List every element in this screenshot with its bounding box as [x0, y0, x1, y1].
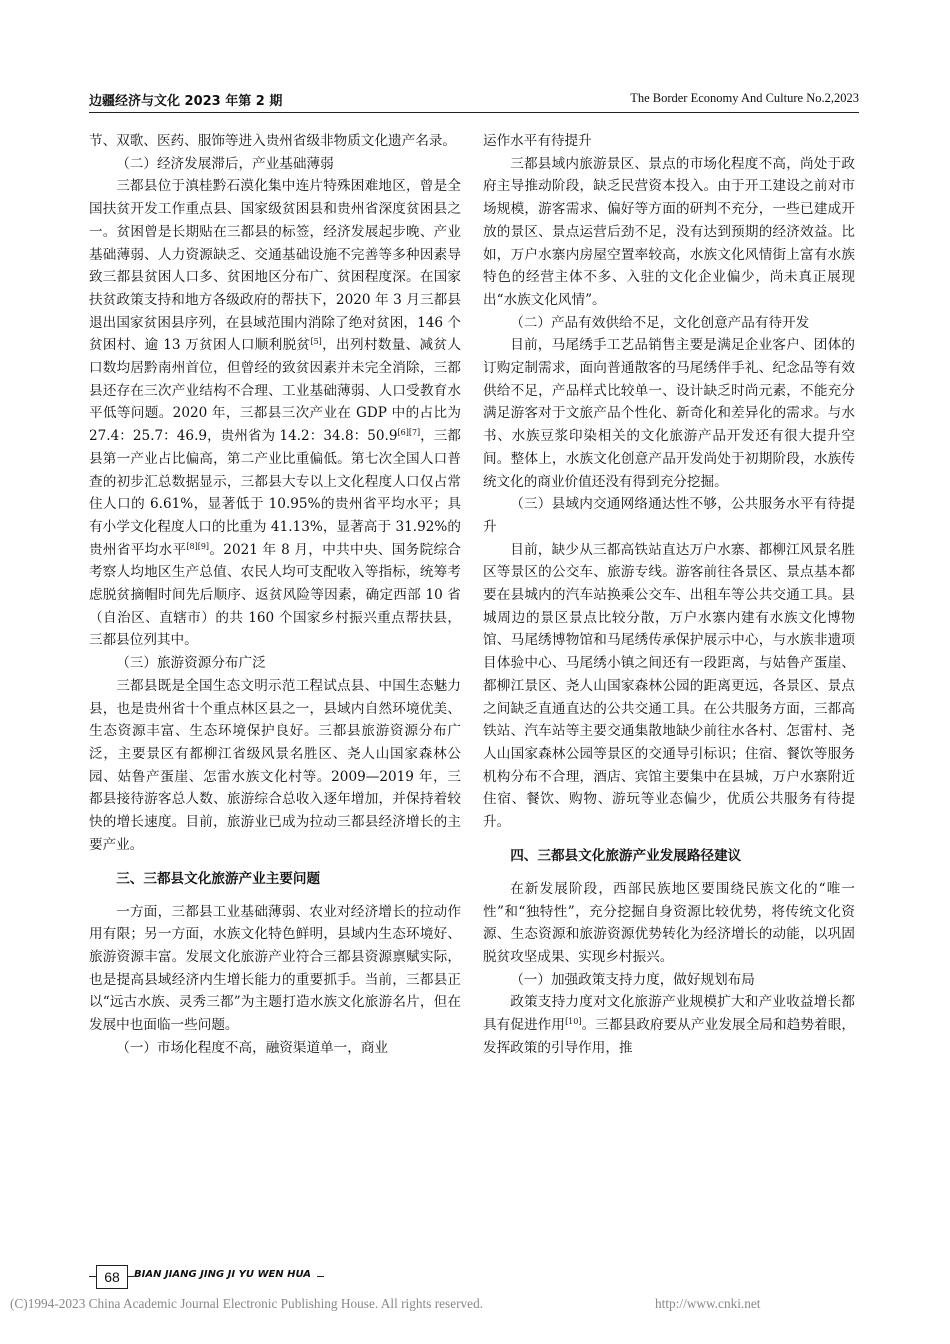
text-run: 三都县位于滇桂黔石漠化集中连片特殊困难地区，曾是全国扶贫开发工作重点县、国家级贫困县和贵州省深度贫困县之一。贫困曾是长期贴在三都县的标签，经济发展起步晚、产业基础薄弱、人力资源缺乏、交通基础设施不完善等多种因素导致三都县贫困人口多、贫困地区分布广、贫困程度深。在国家扶贫政策支持和地方各级政府的帮扶下，2020 年 3 月三都县退出国家贫困县序列，在县域范围内消除了绝对贫困，146 个贫困村、逾 13 万贫困人口顺利脱贫 — [89, 178, 461, 354]
paragraph: 目前，马尾绣手工艺品销售主要是满足企业客户、团体的订购定制需求，面向普通散客的马尾绣伴手礼、纪念品等有效供给不足，产品样式比较单一、设计缺乏时尚元素，不能充分满足游客对于文旅产品个性化、新奇化和差异化的需求。与水书、水族豆浆印染相关的文化旅游产品开发还有很大提升空间。整体上，水族文化创意产品开发尚处于初期阶段，水族传统文化的商业价值还没有得到充分挖掘。 — [483, 337, 855, 490]
copyright-line — [10, 1296, 761, 1312]
journal-pinyin-title: BIAN JIANG JING JI YU WEN HUA — [134, 1269, 317, 1280]
paragraph — [483, 991, 855, 1059]
subsection-heading: （一）加强政策支持力度，做好规划布局 — [510, 971, 755, 988]
paragraph: 节、双歌、医药、服饰等进入贵州省级非物质文化遗产名录。 — [89, 133, 457, 149]
text-run: ，三都县第一产业占比偏高，第二产业比重偏低。第七次全国人口普查的初步汇总数据显示，三都县大专以上文化程度人口仅占常住人口的 6.61%，显著低于 10.95%的贵州省平均水平；具有小学文化程度人口的比重为 41.13%，显著高于 31.92%的贵州省平均水平 — [89, 428, 461, 558]
journal-title-issue: 边疆经济与文化 2023 年第 2 期 — [89, 94, 283, 109]
text-run: 。三都县政府要从产业发展全局和趋势着眼，发挥政策的引导作用，推 — [483, 1017, 856, 1056]
paragraph: 在新发展阶段，西部民族地区要围绕民族文化的“唯一性”和“独特性”，充分挖掘自身资源比较优势，将传统文化资源、生态资源和旅游资源优势转化为经济增长的动能，以巩固脱贫攻坚成果、实现乡村振兴。 — [483, 880, 855, 965]
journal-title-english: The Border Economy And Culture No.2,2023 — [630, 91, 859, 105]
subsection-heading: （三）旅游资源分布广泛 — [116, 655, 266, 672]
citation-ref: [8][9] — [186, 541, 210, 551]
subsection-heading: （二）经济发展滞后，产业基础薄弱 — [116, 155, 334, 172]
copyright-text: (C)1994-2023 China Academic Journal Electronic Publishing House. All rights reserved. — [10, 1296, 484, 1311]
paragraph — [89, 175, 461, 652]
citation-ref: [6][7] — [397, 428, 421, 438]
citation-ref: [5] — [310, 337, 322, 347]
text-run: ，出列村数量、减贫人口数均居黔南州首位，但曾经的致贫因素并未完全消除，三都县还存在三次产业结构不合理、工业基础薄弱、人口受教育水平低等问题。2020 年，三都县三次产业在 GDP 中的占比为 27.4：25.7：46.9，贵州省为 14.2：34.8：50.9 — [89, 337, 461, 445]
cnki-url[interactable]: http://www.cnki.net — [655, 1296, 761, 1311]
paragraph: 目前，缺少从三都高铁站直达万户水寨、都柳江风景名胜区等景区的公交车、旅游专线。游客前往各景区、景点基本都要在县城内的汽车站换乘公交车、出租车等公共交通工具。县城周边的景区景点比较分散，万户水寨内建有水族文化博物馆、马尾绣博物馆和马尾绣传承保护展示中心，与水族非遗项目体验中心、马尾绣小镇之间还有一段距离，与姑鲁产蛋崖、都柳江景区、尧人山国家森林公园的距离更远，各景区、景点之间缺乏直通直达的公共交通工具。在公共服务方面，三都高铁站、汽车站等主要交通集散地缺少前往水各村、怎雷村、尧人山国家森林公园等景区的交通导引标识；住宿、餐饮等服务机构分布不合理，酒店、宾馆主要集中在县城，万户水寨附近住宿、餐饮、购物、游玩等业态偏少，优质公共服务有待提升。 — [483, 541, 855, 831]
running-header — [89, 88, 859, 113]
subsection-heading: （二）产品有效供给不足，文化创意产品有待开发 — [510, 314, 810, 331]
text-run: 。2021 年 8 月，中共中央、国务院综合考察人均地区生产总值、农民人均可支配收入等指标，统筹考虑脱贫摘帽时间先后顺序、返贫风险等因素，确定西部 10 省（自治区、直辖市）的共 160 个国家乡村振兴重点帮扶县，三都县位列其中。 — [89, 541, 461, 649]
subsection-heading-continued: 运作水平有待提升 — [483, 133, 592, 149]
paragraph: 一方面，三都县工业基础薄弱、农业对经济增长的拉动作用有限；另一方面，水族文化特色鲜明，县域内生态环境好、旅游资源丰富。发展文化旅游产业符合三都县资源禀赋实际，也是提高县域经济内生增长能力的重要抓手。当前，三都县正以“远古水族、灵秀三都”为主题打造水族文化旅游名片，但在发展中也面临一些问题。 — [89, 903, 461, 1034]
right-column — [483, 130, 855, 1059]
section-heading: 四、三都县文化旅游产业发展路径建议 — [510, 847, 742, 864]
subsection-heading: （三）县域内交通网络通达性不够，公共服务水平有待提升 — [483, 496, 855, 535]
text-run: 政策支持力度对文化旅游产业规模扩大和产业收益增长都具有促进作用 — [483, 994, 855, 1034]
paragraph: 三都县域内旅游景区、景点的市场化程度不高，尚处于政府主导推动阶段，缺乏民营资本投入。由于开工建设之前对市场规模，游客需求、偏好等方面的研判不充分，一些已建成开放的景区、景点运营后劲不足，没有达到预期的经济效益。比如，万户水寨内房屋空置率较高，水族文化风情街上富有水族特色的经营主体不多、入驻的文化企业偏少，尚未真正展现出“水族文化风情”。 — [483, 155, 855, 308]
paragraph: 三都县既是全国生态文明示范工程试点县、中国生态魅力县，也是贵州省十个重点林区县之一，县域内自然环境优美、生态资源丰富、生态环境保护良好。三都县旅游资源分布广泛，主要景区有都柳江省级风景名胜区、尧人山国家森林公园、姑鲁产蛋崖、怎雷水族文化村等。2009—2019 年，三都县接待游客总人数、旅游综合总收入逐年增加，并保持着较快的增长速度。目前，旅游业已成为拉动三都县经济增长的主要产业。 — [89, 677, 461, 853]
page-number: 68 — [96, 1265, 128, 1289]
subsection-heading: （一）市场化程度不高，融资渠道单一，商业 — [116, 1039, 389, 1056]
left-column — [89, 130, 461, 1059]
section-heading: 三、三都县文化旅游产业主要问题 — [116, 870, 321, 887]
citation-ref: [10] — [565, 1017, 582, 1027]
